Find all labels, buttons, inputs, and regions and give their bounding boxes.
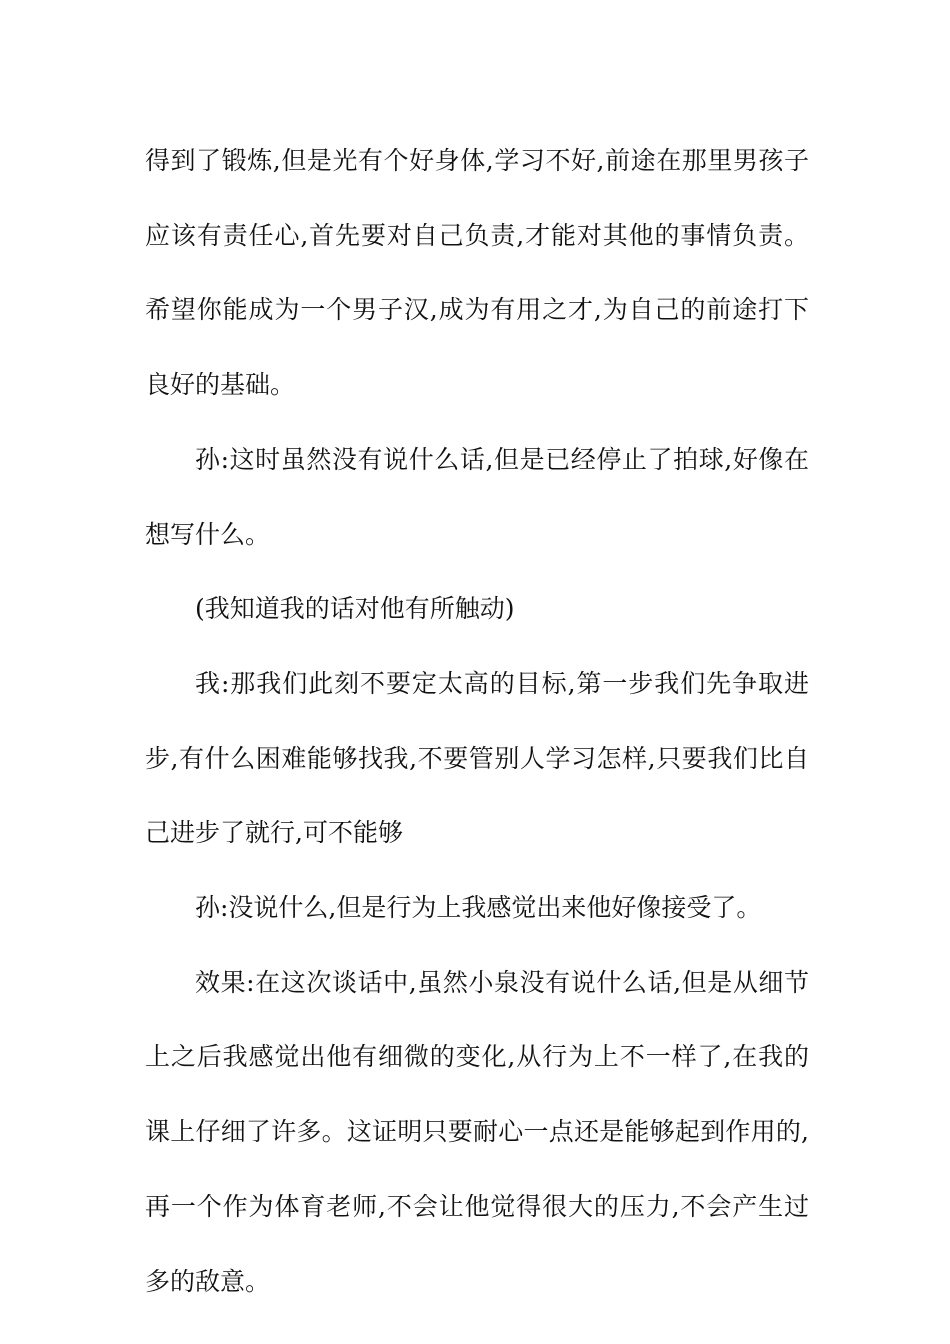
paragraph-teacher-goal: 我:那我们此刻不要定太高的目标,第一步我们先争取进步,有什么困难能够找我,不要管别人学习怎样,只要我们比自己进步了就行,可不能够 <box>145 668 809 848</box>
document-body <box>145 124 809 1319</box>
paragraph-aside-note: (我知道我的话对他有所触动) <box>195 594 515 624</box>
paragraph-sun-silent: 孙:这时虽然没有说什么话,但是已经停止了拍球,好像在想写什么。 <box>145 444 809 549</box>
paragraph-continuation: 得到了锻炼,但是光有个好身体,学习不好,前途在那里男孩子应该有责任心,首先要对自己负责,才能对其他的事情负责。希望你能成为一个男子汉,成为有用之才,为自己的前途打下良好的基础。 <box>145 146 809 400</box>
paragraph-effect: 效果:在这次谈话中,虽然小泉没有说什么话,但是从细节上之后我感觉出他有细微的变化,从行为上不一样了,在我的课上仔细了许多。这证明只要耐心一点还是能够起到作用的,再一个作为体育老师,不会让他觉得很大的压力,不会产生过多的敌意。 <box>145 967 809 1296</box>
paragraph-sun-accepted: 孙:没说什么,但是行为上我感觉出来他好像接受了。 <box>195 893 762 923</box>
